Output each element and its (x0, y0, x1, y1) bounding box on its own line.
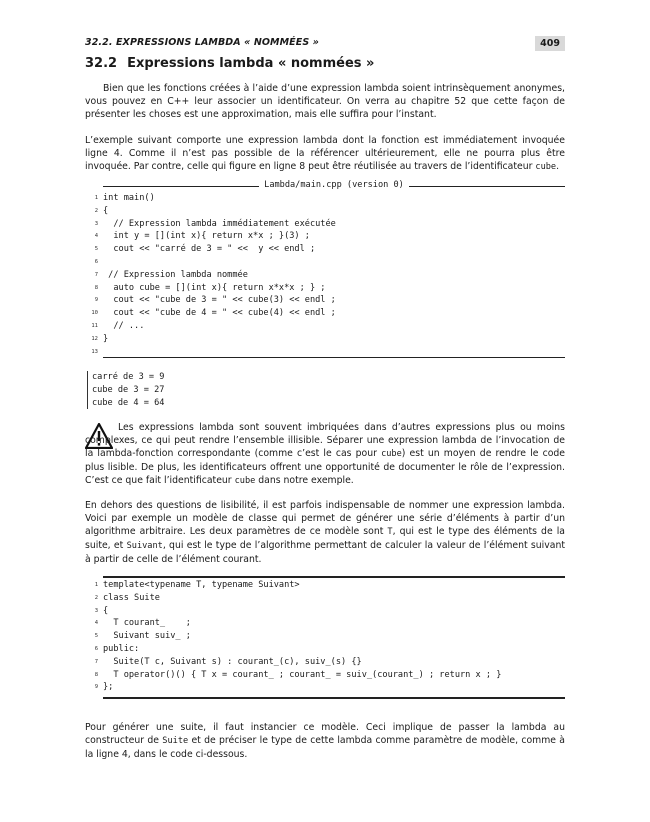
listing-suite-lines (85, 579, 565, 694)
code-line (85, 656, 565, 669)
inline-code-T: T (387, 527, 393, 537)
code-text: Suite(T c, Suivant s) : courant_(c), suiv_(s) {} (103, 656, 362, 667)
code-text: { (103, 605, 109, 616)
paragraph-template (85, 499, 565, 566)
running-head (85, 36, 565, 54)
code-line (85, 630, 565, 643)
code-text: cout << "cube de 3 = " << cube(3) << endl ; (103, 295, 336, 306)
inline-code-cube: cube (535, 162, 557, 172)
code-text: T operator()() { T x = courant_ ; courant_ = suiv_(courant_) ; return x ; } (103, 669, 502, 680)
line-number: 9 (94, 297, 98, 304)
code-line (85, 592, 565, 605)
code-line (85, 218, 565, 231)
code-line (85, 282, 565, 295)
code-text: auto cube = [](int x){ return x*x*x ; } ; (103, 282, 326, 293)
code-line (85, 243, 565, 256)
code-text: Suivant suiv_ ; (103, 631, 191, 642)
code-text: T courant_ ; (103, 618, 191, 629)
inline-code-cube-3: cube (234, 476, 256, 486)
code-text: class Suite (103, 592, 160, 603)
paragraph-instantiate-a: Pour générer une suite, il faut instancier ce modèle. Ceci implique de passer la lambda au constructeur de (85, 722, 565, 746)
output-line: cube de 3 = 27 (92, 384, 165, 395)
page-number: 409 (535, 36, 565, 51)
output-line: carré de 3 = 9 (92, 372, 165, 382)
line-number: 7 (94, 658, 98, 665)
paragraph-template-b: , qui est le type des éléments de la suite, et (85, 526, 565, 551)
code-line (85, 294, 565, 307)
line-number: 10 (91, 310, 98, 317)
code-text: // ... (103, 320, 145, 331)
paragraph-template-c: , qui est le type de l’algorithme permettant de calculer la valeur de l’élément suivant à partir de celle de l’élément courant. (85, 540, 565, 565)
listing-main-lines (85, 192, 565, 358)
code-text: public: (103, 643, 140, 654)
code-line (85, 681, 565, 694)
code-line (85, 643, 565, 656)
code-line (85, 269, 565, 282)
section-number: 32.2 (85, 56, 118, 71)
code-text: template<typename T, typename Suivant> (103, 580, 300, 590)
code-text: { (103, 205, 109, 216)
code-text: int main() (103, 193, 155, 203)
paragraph-intro: Bien que les fonctions créées à l’aide d’une expression lambda soient intrinsèquement anonymes, vous pouvez en C++ leur associer un identificateur. On verra au chapitre 52 que cette façon de présenter les choses est une approximation, mais elle suffira pour l’instant. (85, 83, 565, 120)
line-number: 1 (94, 195, 98, 201)
warning-text-c: dans notre exemple. (255, 475, 354, 486)
paragraph-example-text: L’exemple suivant comporte une expression lambda dont la fonction est immédiatement invoquée ligne 4. Comme il n’est pas possible de la référencer ultérieurement, elle ne pourra plus être invoquée. Par contre, celle qui figure en ligne 8 peut être réutilisée au travers de l’identificateur (85, 135, 565, 172)
inline-code-cube-2: cube (381, 449, 402, 459)
line-number: 11 (91, 322, 98, 329)
line-number: 2 (94, 207, 98, 214)
code-line (85, 205, 565, 218)
program-output (87, 371, 164, 409)
output-line: cube de 4 = 64 (92, 397, 165, 408)
listing-caption: Lambda/main.cpp (version 0) (259, 180, 409, 190)
line-number: 1 (94, 582, 98, 588)
code-line (85, 669, 565, 682)
code-text: cout << "carré de 3 = " << y << endl ; (103, 244, 316, 255)
line-number: 8 (94, 671, 98, 678)
inline-code-suite: Suite (162, 736, 189, 746)
listing2-top-rule (103, 576, 565, 578)
line-number: 12 (91, 335, 98, 342)
line-number: 7 (94, 271, 98, 278)
line-number: 5 (94, 633, 98, 640)
inline-code-suivant: Suivant (126, 541, 163, 551)
line-number: 6 (94, 645, 98, 652)
section-title: Expressions lambda « nommées » (127, 56, 375, 71)
listing-bottom-rule (103, 357, 565, 358)
warning-text-a: Les expressions lambda sont souvent imbriquées dans d’autres expressions plus ou moins complexes, ce qui peut rendre l’ensemble illisible. Séparer une expression lambda de l’invocation de la lambda-fonction correspondante (comme c’est le cas pour (85, 422, 565, 459)
code-line (85, 579, 565, 592)
line-number: 8 (94, 284, 98, 291)
code-line (85, 333, 565, 346)
line-number: 3 (94, 607, 98, 614)
line-number: 4 (94, 620, 98, 627)
code-text: // Expression lambda nommée (103, 269, 248, 280)
code-line (85, 307, 565, 320)
paragraph-example-end: . (556, 161, 560, 172)
section-heading (85, 56, 374, 71)
code-text: // Expression lambda immédiatement exécutée (103, 218, 336, 229)
line-number: 5 (94, 246, 98, 253)
code-text: } (103, 333, 109, 344)
listing2-bottom-rule (103, 697, 565, 699)
code-line (85, 617, 565, 630)
line-number: 3 (94, 220, 98, 227)
warning-block (85, 421, 565, 488)
warning-text-b: ) est un moyen de rendre le code plus lisible. De plus, les identificateurs offrent une opportunité de documenter le rôle de l’expression. C’est ce que fait l’identificateur (85, 448, 565, 486)
running-title: 32.2. EXPRESSIONS LAMBDA « NOMMÉES » (85, 37, 319, 48)
code-text: int y = [](int x){ return x*x ; }(3) ; (103, 231, 310, 242)
code-listing-suite (85, 576, 565, 702)
code-line (85, 230, 565, 243)
line-number: 6 (94, 258, 98, 265)
code-text: }; (103, 682, 114, 693)
warning-text (85, 421, 565, 488)
paragraph-instantiate (85, 721, 565, 761)
line-number: 2 (94, 594, 98, 601)
paragraph-instantiate-b: et de préciser le type de cette lambda comme paramètre de modèle, comme à la ligne 4, dans le code ci-dessous. (85, 735, 565, 760)
code-line (85, 605, 565, 618)
code-line (85, 192, 565, 205)
code-text: cout << "cube de 4 = " << cube(4) << endl ; (103, 308, 336, 319)
line-number: 4 (94, 233, 98, 240)
code-line (85, 256, 565, 269)
code-listing-main (85, 180, 565, 360)
paragraph-template-a: En dehors des questions de lisibilité, il est parfois indispensable de nommer une expression lambda. Voici par exemple un modèle de classe qui permet de générer une série d’éléments à partir d’un algorithme arbitraire. Les deux paramètres de ce modèle sont (85, 500, 565, 537)
line-number: 13 (91, 348, 98, 355)
paragraph-example (85, 134, 565, 174)
code-line (85, 320, 565, 333)
line-number: 9 (94, 684, 98, 691)
